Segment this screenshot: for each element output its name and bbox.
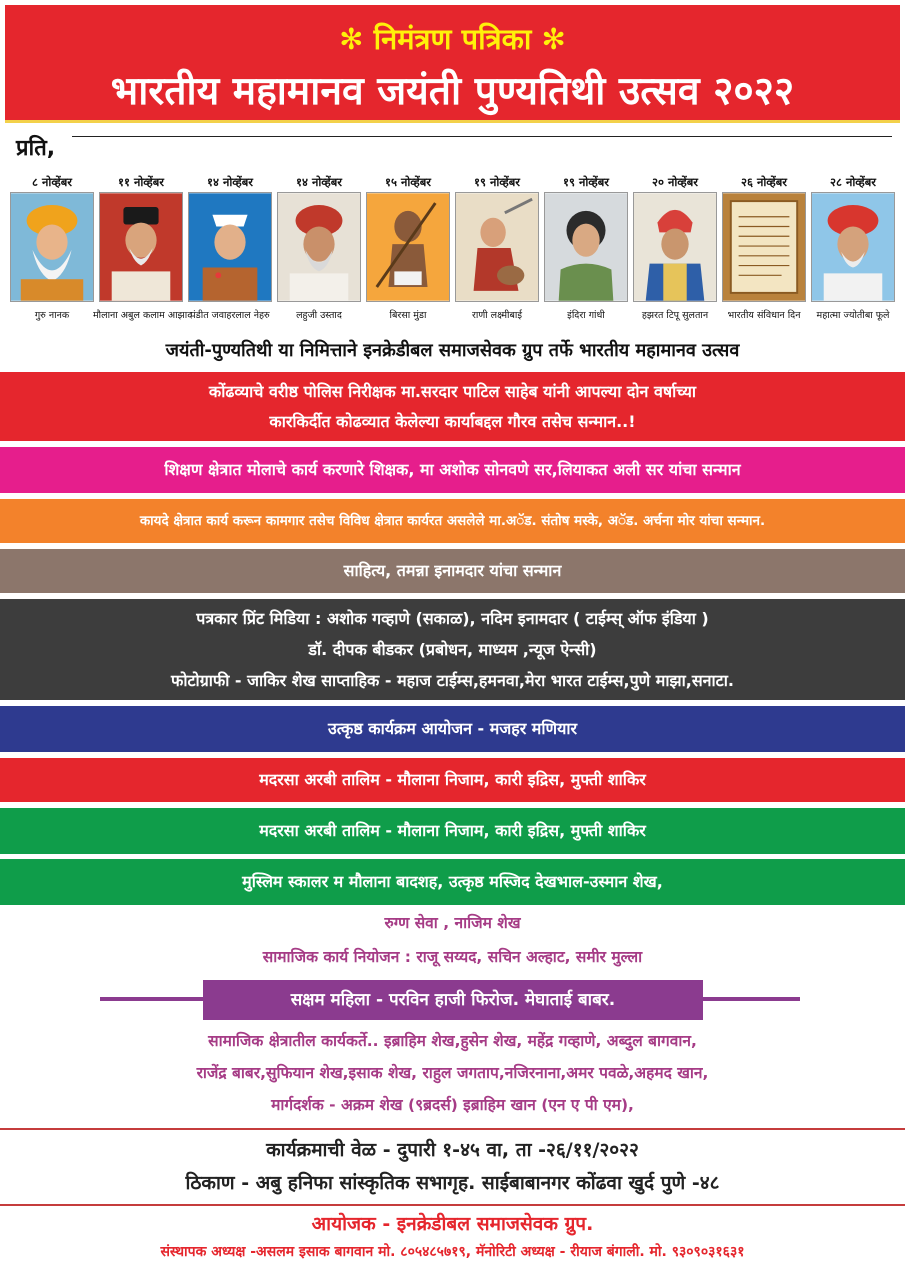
event-details: [0, 1134, 905, 1200]
portrait-date: २६ नोव्हेंबर: [740, 175, 788, 189]
band-line: मदरसा अरबी तालिम - मौलाना निजाम, कारी इद्रिस, मुफ्ती शाकिर: [259, 821, 646, 840]
organizer-name: आयोजक - इनक्रेडीबल समाजसेवक ग्रुप.: [311, 1213, 594, 1235]
honor-band-education: [0, 447, 905, 493]
invitation-title: भारतीय महामानव जयंती पुण्यतिथी उत्सव २०२२: [110, 69, 795, 114]
portrait-name: राणी लक्ष्मीबाई: [471, 310, 523, 321]
portrait-name: बिरसा मुंडा: [389, 310, 427, 321]
honor-list-service: [0, 906, 905, 976]
recipient-rule: [72, 136, 892, 137]
plain-line: मार्गदर्शक - अक्रम शेख (९ब्रदर्स) इब्राहिम खान (एन ए पी एम),: [271, 1096, 634, 1114]
honor-band-madrasa-2: [0, 808, 905, 854]
portrait-date: १४ नोव्हेंबर: [295, 175, 343, 189]
portrait-card: [544, 174, 628, 326]
section-divider: [0, 1128, 905, 1130]
event-time: कार्यक्रमाची वेळ - दुपारी १-४५ वा, ता -२६/११/२०२२: [266, 1139, 639, 1161]
invitation-kicker: [5, 19, 900, 58]
portrait-photo-birsa: [366, 192, 450, 302]
portrait-card: [366, 174, 450, 326]
portrait-name: गुरु नानक: [34, 310, 70, 321]
band-line: फोटोग्राफी - जाकिर शेख साप्ताहिक - महाज टाईम्स,हमनवा,मेरा भारत टाईम्स,पुणे माझा,सनाटा.: [171, 671, 734, 690]
portrait-date: १५ नोव्हेंबर: [384, 175, 432, 189]
honor-band-event-organizer: [0, 706, 905, 752]
plain-line: सामाजिक क्षेत्रातील कार्यकर्ते.. इब्राहिम शेख,हुसेन शेख, महेंद्र गव्हाणे, अब्दुल बागवान,: [208, 1032, 697, 1050]
portrait-name: इंदिरा गांधी: [567, 310, 605, 321]
portrait-card: [455, 174, 539, 326]
plain-line: राजेंद्र बाबर,सुफियान शेख,इसाक शेख, राहुल जगताप,नजिरनाना,अमर पवळे,अहमद खान,: [196, 1064, 709, 1082]
honor-band-police: [0, 372, 905, 441]
band-line: कोंढव्याचे वरीष्ठ पोलिस निरीक्षक मा.सरदार पाटिल साहेब यांनी आपल्या दोन वर्षाच्या: [208, 381, 697, 401]
portrait-card: [277, 174, 361, 326]
portrait-photo-azad: [99, 192, 183, 302]
honor-list-workers: [0, 1025, 905, 1125]
portrait-date: १९ नोव्हेंबर: [562, 175, 610, 189]
honor-band-scholar: [0, 859, 905, 905]
portrait-date: १४ नोव्हेंबर: [206, 175, 254, 189]
portrait-name: मौलाना अबुल कलाम आझाद: [93, 310, 193, 321]
event-venue: ठिकाण - अबु हनिफा सांस्कृतिक सभागृह. साईबाबानगर कोंढवा खुर्द पुणे -४८: [185, 1172, 720, 1194]
honor-band-media: [0, 599, 905, 700]
portrait-card: [722, 174, 806, 326]
portrait-card: [811, 174, 895, 326]
band-line: शिक्षण क्षेत्रात मोलाचे कार्य करणारे शिक्षक, मा अशोक सोनवणे सर,लियाकत अली सर यांचा सन्मान: [164, 460, 741, 479]
honor-band-law: [0, 499, 905, 543]
portrait-date: २० नोव्हेंबर: [651, 175, 699, 189]
band-line: मुस्लिम स्कालर म मौलाना बादशह, उत्कृष्ठ मस्जिद देखभाल-उस्मान शेख,: [242, 872, 663, 891]
band-line: डॉ. दीपक बीडकर (प्रबोधन, माध्यम ,न्यूज ऐन्सी): [308, 640, 597, 659]
recipient-label: प्रति,: [16, 136, 56, 161]
honor-band-madrasa-1: [0, 758, 905, 802]
portrait-card: [633, 174, 717, 326]
portrait-photo-indira: [544, 192, 628, 302]
band-line: उत्कृष्ठ कार्यक्रम आयोजन - मजहर मणियार: [327, 719, 578, 738]
kicker-text: निमंत्रण पत्रिका: [373, 22, 532, 56]
band-line: मदरसा अरबी तालिम - मौलाना निजाम, कारी इद्रिस, मुफ्ती शाकिर: [259, 770, 646, 789]
event-subtitle: जयंती-पुण्यतिथी या निमित्ताने इनक्रेडीबल समाजसेवक ग्रुप तर्फे भारतीय महामानव उत्सव: [165, 340, 740, 361]
portrait-photo-lahuji: [277, 192, 361, 302]
band-line: कायदे क्षेत्रात कार्य करून कामगार तसेच विविध क्षेत्रात कार्यरत असलेले मा.अॅड. संतोष मस्के, अॅड. अर्चना मोर यांचा सन्मान.: [139, 513, 766, 529]
plain-line: सामाजिक कार्य नियोजन : राजू सय्यद, सचिन अल्हाट, समीर मुल्ला: [262, 948, 643, 966]
portrait-date: १९ नोव्हेंबर: [473, 175, 521, 189]
honor-band-literature: [0, 549, 905, 593]
invitation-header: [5, 5, 900, 123]
portrait-date: २८ नोव्हेंबर: [829, 175, 877, 189]
plain-line: रुग्ण सेवा , नाजिम शेख: [384, 914, 521, 932]
band-line: साहित्य, तमन्ना इनामदार यांचा सन्मान: [343, 561, 562, 580]
portrait-card: [10, 174, 94, 326]
portrait-name: पंडीत जवाहरलाल नेहरु: [190, 310, 270, 321]
portrait-date: ११ नोव्हेंबर: [117, 175, 165, 189]
section-divider: [0, 1204, 905, 1206]
portrait-card: [188, 174, 272, 326]
portrait-card: [93, 174, 193, 326]
portrait-photo-lakshmibai: [455, 192, 539, 302]
portrait-date: ८ नोव्हेंबर: [31, 175, 73, 189]
organizer-contacts: संस्थापक अध्यक्ष -असलम इसाक बागवान मो. ८०५४८५७१९, मॅनोरिटी अध्यक्ष - रीयाज बंगाली. मो. ९३०९०३१६३१: [160, 1244, 745, 1260]
portrait-name: महात्मा ज्योतीबा फूले: [816, 310, 890, 321]
star-left-icon: ✻: [339, 22, 364, 56]
portrait-photo-guru-nanak: [10, 192, 94, 302]
star-right-icon: ✻: [541, 22, 566, 56]
portrait-photo-phule: [811, 192, 895, 302]
portrait-photo-constitution: [722, 192, 806, 302]
portrait-photo-tipu: [633, 192, 717, 302]
portrait-photo-nehru: [188, 192, 272, 302]
portrait-name: लहुजी उस्ताद: [296, 310, 342, 321]
recipient-line: [12, 130, 892, 162]
portrait-strip: [10, 174, 895, 326]
band-line: पत्रकार प्रिंट मिडिया : अशोक गव्हाणे (सकाळ), नदिम इनामदार ( टाईम्स् ऑफ इंडिया ): [196, 609, 709, 628]
portrait-name: भारतीय संविधान दिन: [727, 310, 801, 321]
women-honor-pill: सक्षम महिला - परविन हाजी फिरोज. मेघाताई बाबर.: [203, 980, 703, 1020]
band-line: कारकिर्दीत कोढव्यात केलेल्या कार्याबद्दल गौरव तसेच सन्मान..!: [269, 411, 636, 431]
portrait-name: हझरत टिपू सुलतान: [641, 310, 709, 321]
